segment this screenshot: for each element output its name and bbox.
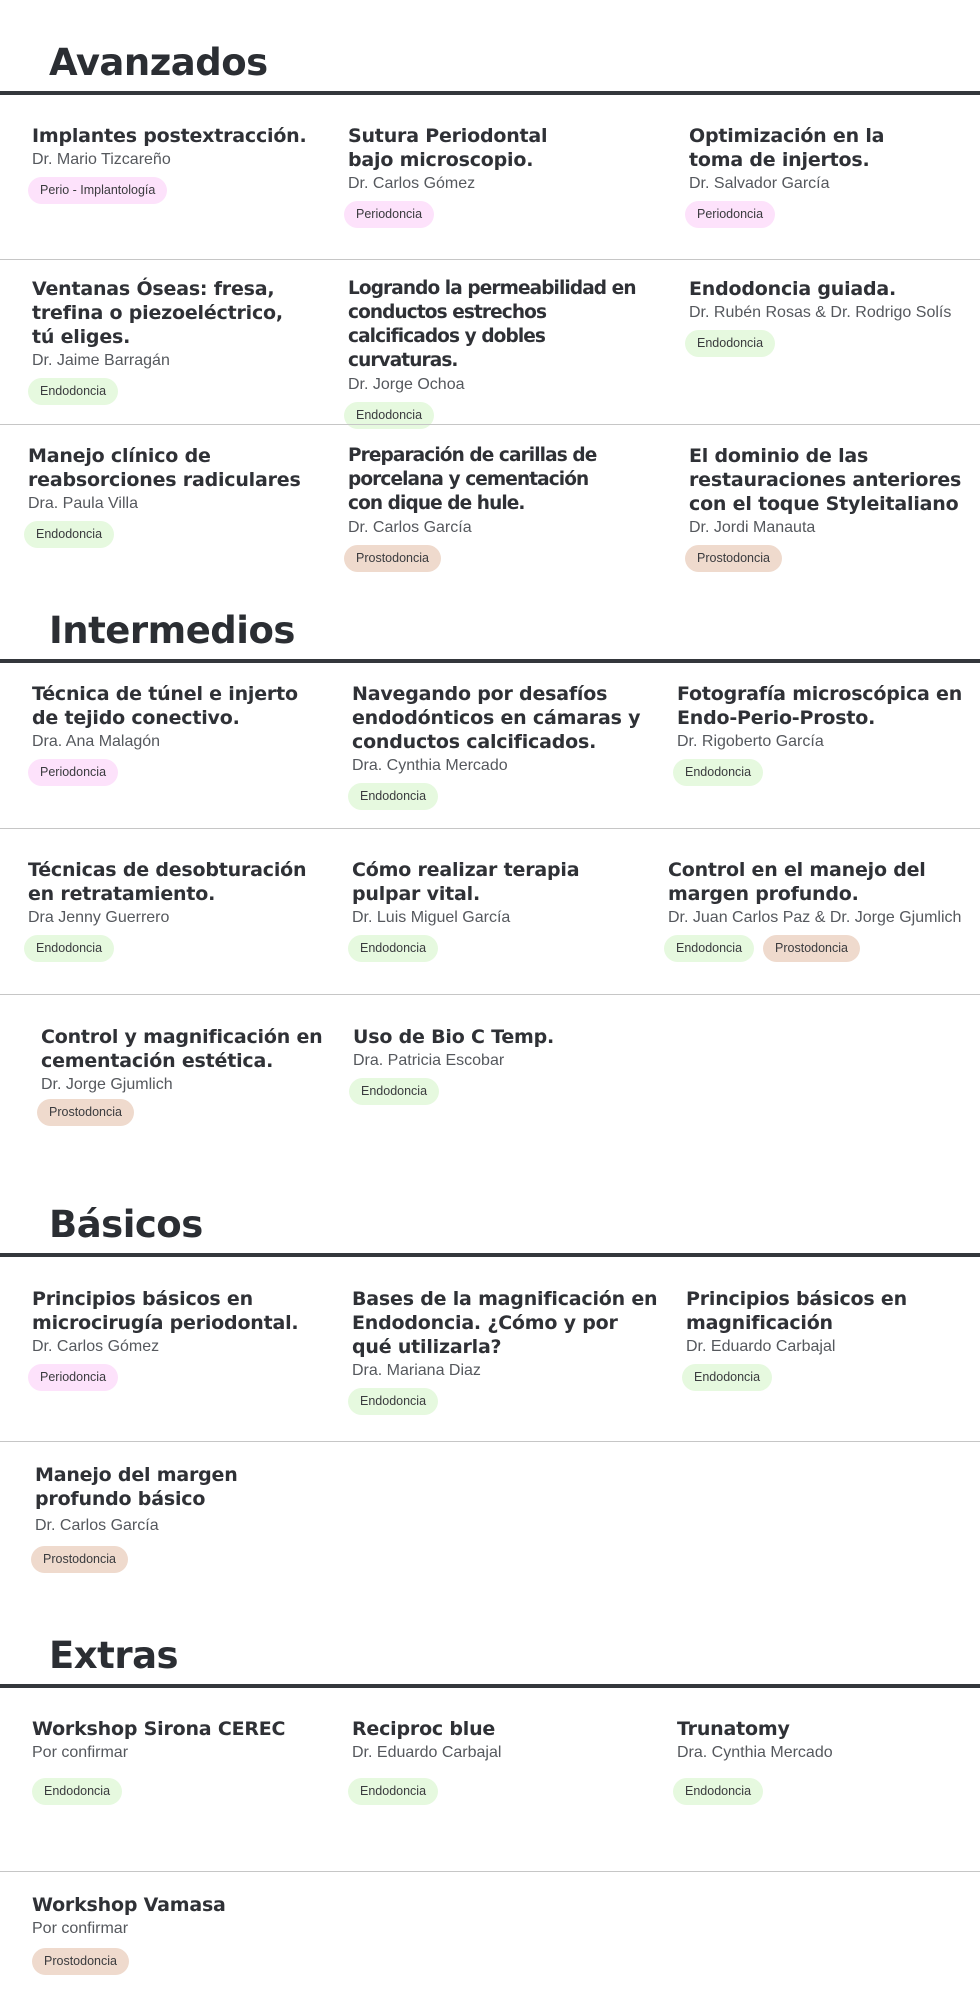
course-author: Dr. Jaime Barragán [32,352,170,369]
course-title: Reciproc blue [352,1718,496,1740]
course-card[interactable] [32,1893,312,1975]
course-title: Preparación de carillas de porcelana y cementación con dique de hule. [348,445,597,514]
section-title-basicos: Básicos [49,1203,203,1246]
category-tag[interactable]: Endodoncia [24,521,114,548]
course-author: Dr. Carlos Gómez [32,1338,160,1355]
course-title: Workshop Vamasa [32,1894,226,1916]
course-author: Dr. Salvador García [689,175,830,192]
section-divider [0,1684,980,1688]
section-title-extras: Extras [49,1634,179,1677]
category-tag[interactable]: Endodoncia [28,378,118,405]
category-tag[interactable]: Endodoncia [673,759,763,786]
course-title: Sutura Periodontal bajo microscopio. [348,125,548,171]
course-card[interactable] [348,444,623,572]
category-tag[interactable]: Endodoncia [685,330,775,357]
course-author: Dr. Juan Carlos Paz & Dr. Jorge Gjumlich [668,909,962,926]
row-divider [0,424,980,425]
course-title: Uso de Bio C Temp. [353,1026,555,1048]
course-card[interactable] [689,124,909,228]
course-title: Manejo clínico de reabsorciones radiculares [28,445,301,491]
course-card[interactable] [352,1287,662,1415]
course-card[interactable] [28,444,308,548]
course-title: Principios básicos en magnificación [686,1288,907,1334]
course-author: Dra. Cynthia Mercado [352,757,508,774]
course-author: Dra Jenny Guerrero [28,909,170,926]
course-card[interactable] [32,682,312,786]
course-author: Por confirmar [32,1920,129,1937]
section-title-intermedios: Intermedios [49,609,295,652]
category-tag[interactable]: Periodoncia [344,201,434,228]
course-title: Endodoncia guiada. [689,278,897,300]
course-card[interactable] [348,277,648,429]
course-title: Optimización en la toma de injertos. [689,125,885,171]
course-author: Por confirmar [32,1744,129,1761]
course-author: Dr. Jordi Manauta [689,519,816,536]
course-card[interactable] [35,1463,275,1573]
course-card[interactable] [352,858,612,962]
row-divider [0,1441,980,1442]
course-card[interactable] [32,1287,312,1391]
category-tag[interactable]: Endodoncia [348,1388,438,1415]
course-title: Control en el manejo del margen profundo. [668,859,926,905]
course-author: Dr. Jorge Ochoa [348,376,465,393]
row-divider [0,828,980,829]
section-divider [0,659,980,663]
course-title: Fotografía microscópica en Endo-Perio-Prosto. [677,683,963,729]
course-author: Dr. Eduardo Carbajal [352,1744,502,1761]
section-divider [0,91,980,95]
course-author: Dra. Ana Malagón [32,733,161,750]
category-tag[interactable]: Periodoncia [28,759,118,786]
course-title: Logrando la permeabilidad en conductos estrechos calcificados y dobles curvaturas. [348,278,636,371]
category-tag[interactable]: Endodoncia [32,1778,122,1805]
course-author: Dra. Paula Villa [28,495,138,512]
course-card[interactable] [348,124,588,228]
category-tag[interactable]: Prostodoncia [31,1546,128,1573]
row-divider [0,1871,980,1872]
section-divider [0,1253,980,1257]
course-author: Dr. Luis Miguel García [352,909,511,926]
category-tag[interactable]: Perio - Implantología [28,177,167,204]
course-card[interactable] [32,1717,312,1805]
category-tag[interactable]: Prostodoncia [344,545,441,572]
course-title: Técnicas de desobturación en retratamiento. [28,859,307,905]
course-author: Dr. Carlos García [348,519,472,536]
category-tag[interactable]: Prostodoncia [32,1948,129,1975]
course-title: Workshop Sirona CEREC [32,1718,286,1740]
category-tag[interactable]: Endodoncia [349,1078,439,1105]
course-card[interactable] [689,277,969,357]
category-tag[interactable]: Endodoncia [348,935,438,962]
course-author: Dra. Patricia Escobar [353,1052,505,1069]
category-tag[interactable]: Endodoncia [24,935,114,962]
course-card[interactable] [352,682,652,810]
course-title: Trunatomy [677,1718,790,1740]
category-tag[interactable]: Prostodoncia [763,935,860,962]
course-title: Bases de la magnificación en Endodoncia. ¿Cómo y por qué utilizarla? [352,1288,658,1358]
course-title: Control y magnificación en cementación estética. [41,1026,323,1072]
category-tag[interactable]: Endodoncia [348,783,438,810]
category-tag[interactable]: Prostodoncia [37,1099,134,1126]
course-card[interactable] [28,858,318,962]
course-card[interactable] [32,124,322,204]
course-title: El dominio de las restauraciones anteriores con el toque Styleitaliano [689,445,962,515]
row-divider [0,259,980,260]
category-tag[interactable]: Periodoncia [685,201,775,228]
category-tag[interactable]: Prostodoncia [685,545,782,572]
course-title: Implantes postextracción. [32,125,307,147]
course-author: Dr. Rubén Rosas & Dr. Rodrigo Solís [689,304,952,321]
course-card[interactable] [353,1025,613,1105]
course-author: Dr. Rigoberto García [677,733,824,750]
category-tag[interactable]: Endodoncia [348,1778,438,1805]
category-tag[interactable]: Endodoncia [664,935,754,962]
course-author: Dr. Mario Tizcareño [32,151,171,168]
course-author: Dra. Mariana Diaz [352,1362,481,1379]
course-author: Dr. Carlos Gómez [348,175,476,192]
category-tag[interactable]: Endodoncia [344,402,434,429]
category-tag[interactable]: Periodoncia [28,1364,118,1391]
category-tag[interactable]: Endodoncia [682,1364,772,1391]
course-title: Ventanas Óseas: fresa, trefina o piezoeléctrico, tú eliges. [32,278,283,348]
course-author: Dra. Cynthia Mercado [677,1744,833,1761]
course-author: Dr. Jorge Gjumlich [41,1076,173,1093]
course-title: Cómo realizar terapia pulpar vital. [352,859,580,905]
course-title: Principios básicos en microcirugía periodontal. [32,1288,299,1334]
course-card[interactable] [352,1717,612,1805]
course-card[interactable] [677,682,967,786]
section-title-avanzados: Avanzados [49,41,268,84]
course-title: Navegando por desafíos endodónticos en cámaras y conductos calcificados. [352,683,641,753]
course-card[interactable] [686,1287,926,1391]
course-card[interactable] [32,277,302,405]
course-card[interactable] [677,1717,937,1805]
course-card[interactable] [668,858,961,962]
row-divider [0,994,980,995]
course-author: Dr. Eduardo Carbajal [686,1338,836,1355]
course-author: Dr. Carlos García [35,1517,159,1534]
category-tag[interactable]: Endodoncia [673,1778,763,1805]
course-card[interactable] [689,444,969,572]
course-card[interactable] [41,1025,331,1126]
course-title: Manejo del margen profundo básico [35,1464,238,1510]
course-title: Técnica de túnel e injerto de tejido conectivo. [32,683,298,729]
